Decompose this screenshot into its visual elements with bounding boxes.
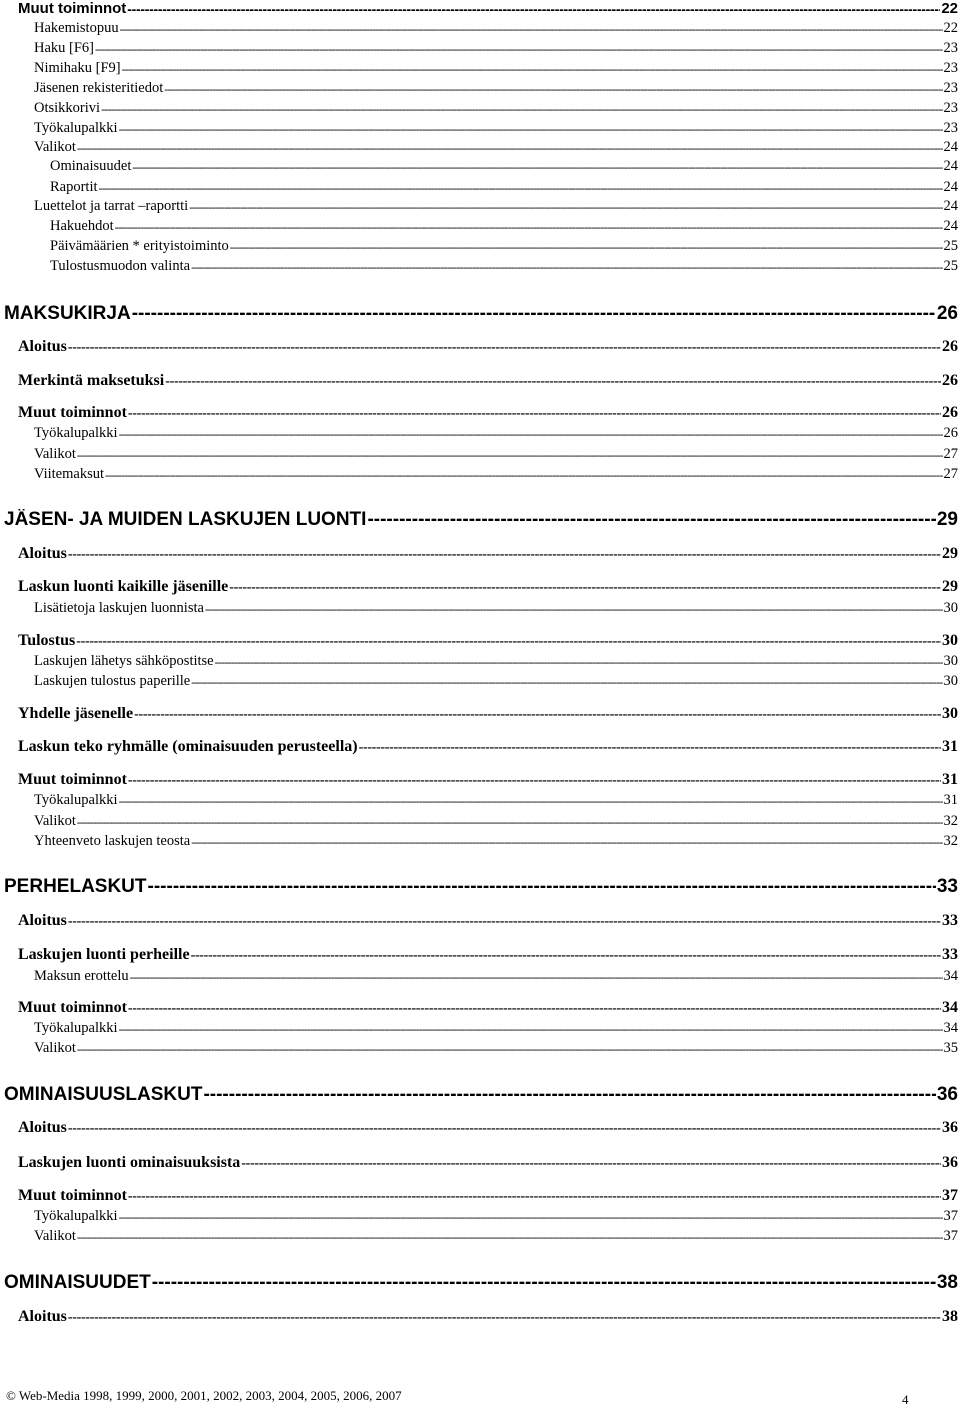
toc-entry-page: 34 [942,999,958,1016]
toc-entry-page: 33 [942,946,958,963]
toc-entry-title: Laskujen lähetys sähköpostitse [34,653,214,669]
toc-leader-dashes [122,60,943,77]
toc-entry-title: Valikot [34,446,76,462]
toc-entry-page: 30 [943,673,958,689]
toc-entry[interactable] [18,705,958,723]
toc-leader-dashes [241,1154,941,1172]
toc-entry[interactable] [18,999,958,1017]
toc-entry-title: Laskujen tulostus paperille [34,673,191,689]
toc-leader-dashes [203,1084,935,1106]
toc-entry-page: 25 [943,258,958,274]
toc-entry[interactable] [34,100,958,117]
toc-entry-page: 23 [943,80,958,96]
toc-entry-title: Laskun teko ryhmälle (ominaisuuden perusteella) [18,738,358,755]
toc-entry[interactable] [50,238,958,255]
toc-entry[interactable] [34,1228,958,1245]
toc-entry[interactable] [18,1119,958,1137]
toc-entry[interactable] [34,466,958,483]
toc-entry-page: 29 [942,578,958,595]
toc-leader-dashes [229,578,941,596]
toc-entry[interactable] [34,1208,958,1225]
toc-entry-title: Tulostus [18,632,76,649]
toc-leader-dashes [191,258,942,275]
toc-entry[interactable] [50,218,958,235]
toc-entry-page: 24 [943,198,958,214]
toc-entry[interactable] [18,372,958,390]
toc-entry-page: 38 [936,1272,958,1293]
toc-leader-dashes [119,1208,943,1225]
toc-leader-dashes [68,1119,941,1137]
toc-entry-title: Päivämäärien * erityistoiminto [50,238,229,254]
toc-entry-page: 23 [943,100,958,116]
toc-entry[interactable] [18,1187,958,1205]
toc-entry[interactable] [18,912,958,930]
toc-entry-page: 29 [942,545,958,562]
toc-entry-page: 34 [943,1020,958,1036]
toc-entry-title: Merkintä maksetuksi [18,372,165,389]
toc-leader-dashes [77,139,943,156]
toc-entry-title: Laskun luonti kaikille jäsenille [18,578,229,595]
toc-entry-title: Aloitus [18,1308,67,1325]
toc-entry[interactable] [18,771,958,789]
toc-leader-dashes [205,600,943,617]
toc-entry[interactable] [18,738,958,756]
toc-entry-title: Aloitus [18,1119,67,1136]
toc-entry-title: Hakuehdot [50,218,114,234]
toc-entry-page: 23 [943,60,958,76]
toc-entry[interactable] [18,404,958,422]
toc-entry-page: 24 [943,218,958,234]
toc-entry[interactable] [18,1308,958,1326]
toc-entry[interactable] [34,60,958,77]
toc-entry[interactable] [34,198,958,215]
toc-leader-dashes [132,158,942,175]
toc-entry-title: Aloitus [18,912,67,929]
toc-entry-title: JÄSEN- JA MUIDEN LASKUJEN LUONTI [4,509,367,530]
toc-entry[interactable] [18,578,958,596]
toc-entry[interactable] [18,632,958,650]
toc-entry[interactable] [50,158,958,175]
toc-entry-page: 26 [942,404,958,421]
toc-leader-dashes [191,673,942,690]
toc-entry-title: Aloitus [18,338,67,355]
toc-entry-title: Lisätietoja laskujen luonnista [34,600,204,616]
page-footer [6,1388,960,1408]
toc-entry-page: 26 [942,338,958,355]
toc-entry-title: Maksun erottelu [34,968,129,984]
toc-entry-title: MAKSUKIRJA [4,303,131,324]
toc-entry-title: Muut toiminnot [18,1187,127,1204]
toc-entry-title: Muut toiminnot [18,404,127,421]
toc-leader-dashes [115,218,943,235]
toc-entry-title: OMINAISUUSLASKUT [4,1084,203,1105]
toc-entry-page: 25 [943,238,958,254]
toc-entry-page: 27 [943,446,958,462]
toc-leader-dashes [128,999,941,1017]
toc-entry-title: Yhteenveto laskujen teosta [34,833,191,849]
toc-leader-dashes [165,372,941,390]
toc-leader-dashes [128,404,941,422]
toc-leader-dashes [164,80,942,97]
toc-leader-dashes [191,833,942,850]
toc-entry-title: Valikot [34,813,76,829]
toc-entry-page: 33 [936,876,958,897]
toc-leader-dashes [130,968,943,985]
toc-entry-page: 32 [943,813,958,829]
toc-entry[interactable] [18,0,958,17]
toc-entry-page: 26 [936,303,958,324]
toc-entry-title: OMINAISUUDET [4,1272,151,1293]
copyright-notice: © Web-Media 1998, 1999, 2000, 2001, 2002, 2003, 2004, 2005, 2006, 2007 [6,1388,402,1403]
toc-leader-dashes [119,425,943,442]
toc-entry[interactable] [34,833,958,850]
toc-entry-title: Työkalupalkki [34,1020,118,1036]
toc-entry[interactable] [18,545,958,563]
toc-entry[interactable] [4,509,958,531]
toc-leader-dashes [119,792,943,809]
toc-entry-page: 22 [941,0,958,17]
toc-entry-title: Valikot [34,1040,76,1056]
toc-leader-dashes [191,946,941,964]
toc-entry-title: Työkalupalkki [34,120,118,136]
toc-leader-dashes [76,632,941,650]
toc-leader-dashes [189,198,942,215]
toc-leader-dashes [77,446,943,463]
toc-entry-title: Hakemistopuu [34,20,119,36]
toc-entry-page: 30 [942,705,958,722]
toc-entry-page: 36 [942,1119,958,1136]
toc-leader-dashes [77,813,943,830]
page-number: 4 [902,1392,909,1407]
toc-entry-title: Aloitus [18,545,67,562]
toc-entry-title: Muut toiminnot [18,0,127,17]
toc-entry-page: 30 [943,600,958,616]
toc-entry[interactable] [18,338,958,356]
toc-leader-dashes [68,338,941,356]
toc-entry-page: 29 [936,509,958,530]
toc-entry-page: 36 [936,1084,958,1105]
toc-entry[interactable] [34,80,958,97]
toc-entry-page: 24 [943,139,958,155]
toc-entry-page: 31 [942,771,958,788]
toc-entry[interactable] [34,40,958,57]
toc-leader-dashes [119,1020,943,1037]
toc-leader-dashes [128,771,941,789]
toc-entry-title: Luettelot ja tarrat –raportti [34,198,189,214]
toc-entry-page: 34 [943,968,958,984]
toc-entry[interactable] [4,1084,958,1106]
toc-entry[interactable] [34,20,958,37]
toc-entry-title: Muut toiminnot [18,999,127,1016]
toc-entry[interactable] [34,673,958,690]
toc-leader-dashes [127,0,940,17]
toc-entry[interactable] [34,813,958,830]
toc-entry-page: 37 [943,1208,958,1224]
toc-entry-page: 31 [942,738,958,755]
toc-leader-dashes [101,100,942,117]
toc-entry-page: 27 [943,466,958,482]
toc-entry-page: 24 [943,158,958,174]
toc-entry-page: 23 [943,120,958,136]
toc-leader-dashes [68,1308,941,1326]
toc-leader-dashes [367,509,935,531]
toc-entry-page: 32 [943,833,958,849]
toc-leader-dashes [152,1272,936,1294]
toc-leader-dashes [120,20,943,37]
toc-entry-title: Yhdelle jäsenelle [18,705,134,722]
toc-entry-title: Valikot [34,1228,76,1244]
toc-leader-dashes [132,303,936,325]
toc-entry-title: Työkalupalkki [34,1208,118,1224]
toc-entry[interactable] [34,139,958,156]
toc-entry[interactable] [34,600,958,617]
toc-entry-title: Muut toiminnot [18,771,127,788]
toc-entry[interactable] [34,968,958,985]
toc-entry-page: 36 [942,1154,958,1171]
toc-entry-page: 30 [942,632,958,649]
toc-leader-dashes [128,1187,941,1205]
toc-entry-title: Ominaisuudet [50,158,132,174]
toc-entry[interactable] [50,179,958,196]
toc-entry[interactable] [18,946,958,964]
toc-entry-title: Otsikkorivi [34,100,101,116]
toc-entry[interactable] [34,1040,958,1057]
toc-entry-page: 37 [942,1187,958,1204]
toc-entry[interactable] [4,876,958,898]
toc-entry[interactable] [34,446,958,463]
toc-leader-dashes [68,545,941,563]
toc-leader-dashes [77,1040,943,1057]
toc-entry-title: Tulostusmuodon valinta [50,258,191,274]
toc-entry[interactable] [34,792,958,809]
toc-leader-dashes [134,705,941,723]
toc-entry-title: Nimihaku [F9] [34,60,121,76]
toc-leader-dashes [148,876,936,898]
toc-entry[interactable] [50,258,958,275]
toc-leader-dashes [68,912,941,930]
toc-entry-page: 23 [943,40,958,56]
toc-entry-title: Valikot [34,139,76,155]
toc-entry-page: 31 [943,792,958,808]
toc-leader-dashes [99,179,943,196]
toc-entry-title: Työkalupalkki [34,425,118,441]
toc-entry-title: Viitemaksut [34,466,105,482]
toc-entry-title: Haku [F6] [34,40,95,56]
toc-leader-dashes [230,238,943,255]
toc-entry-page: 22 [943,20,958,36]
toc-entry-page: 24 [943,179,958,195]
toc-entry[interactable] [34,653,958,670]
toc-entry-title: PERHELASKUT [4,876,147,897]
toc-entry-page: 38 [942,1308,958,1325]
toc-entry-page: 35 [943,1040,958,1056]
toc-leader-dashes [359,738,941,756]
toc-leader-dashes [215,653,943,670]
toc-entry-page: 26 [943,425,958,441]
toc-entry[interactable] [34,120,958,137]
toc-entry-page: 26 [942,372,958,389]
toc-entry-title: Raportit [50,179,98,195]
toc-leader-dashes [119,120,943,137]
toc-entry-title: Työkalupalkki [34,792,118,808]
toc-entry-page: 33 [942,912,958,929]
toc-entry[interactable] [4,1272,958,1294]
toc-entry-page: 30 [943,653,958,669]
toc-leader-dashes [95,40,942,57]
toc-entry[interactable] [34,1020,958,1037]
toc-entry-title: Laskujen luonti perheille [18,946,190,963]
toc-entry[interactable] [34,425,958,442]
toc-entry-page: 37 [943,1228,958,1244]
toc-entry-title: Laskujen luonti ominaisuuksista [18,1154,241,1171]
toc-entry[interactable] [4,303,958,325]
toc-leader-dashes [105,466,942,483]
toc-entry[interactable] [18,1154,958,1172]
toc-leader-dashes [77,1228,943,1245]
toc-entry-title: Jäsenen rekisteritiedot [34,80,164,96]
